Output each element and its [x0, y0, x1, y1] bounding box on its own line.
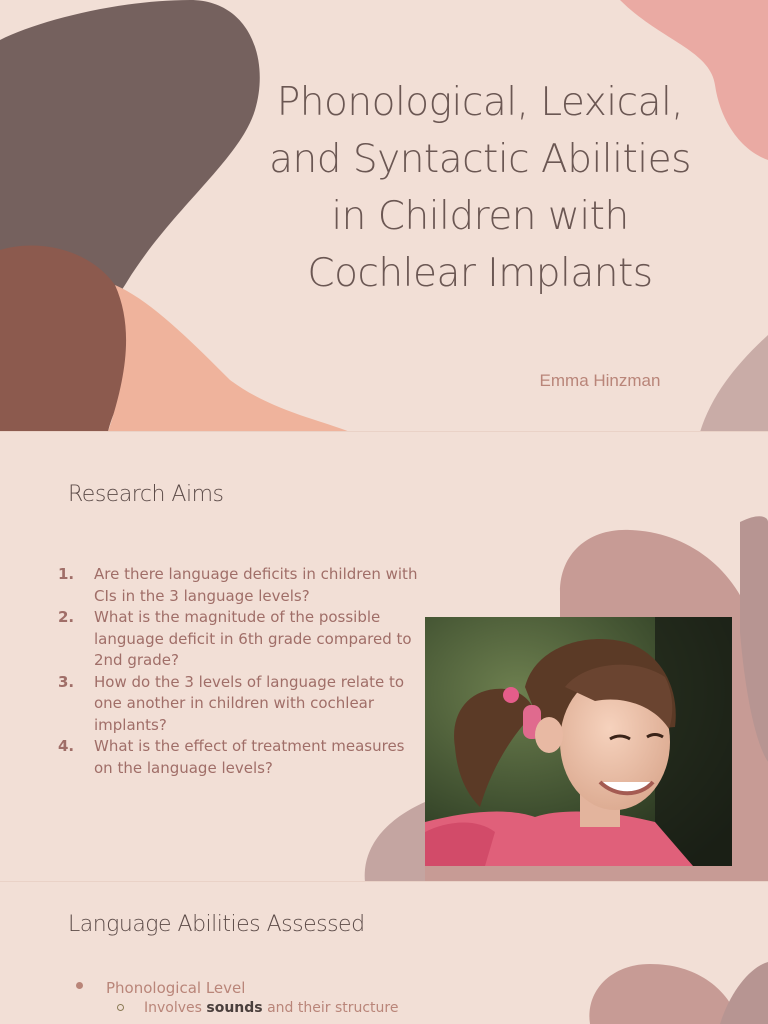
mauve-blob — [700, 335, 768, 432]
abilities-list — [76, 978, 245, 998]
research-aims-list — [58, 564, 418, 779]
mauve-blob-bottom — [365, 802, 425, 882]
list-number: 3. — [58, 672, 75, 691]
list-item — [58, 564, 418, 607]
list-number: 1. — [58, 565, 75, 583]
author-name: Emma Hinzman — [539, 371, 661, 390]
bullet-icon — [76, 982, 83, 989]
sub-list-item — [76, 998, 398, 1018]
list-item — [58, 736, 418, 779]
mauve-blob-right — [720, 962, 768, 1024]
list-text: How do the 3 levels of language relate to one another in children with cochlear implants? — [94, 672, 405, 734]
list-item — [58, 672, 418, 737]
list-text: Are there language deficits in children with CIs in the 3 language levels? — [94, 565, 418, 605]
section-heading: Research Aims — [68, 482, 224, 507]
list-item — [76, 978, 245, 998]
language-abilities-slide — [0, 882, 768, 1024]
photo-illustration — [425, 617, 732, 866]
peach-blob — [108, 285, 350, 432]
sub-text-bold: sounds — [206, 1000, 263, 1016]
list-number: 4. — [58, 737, 75, 755]
title-slide — [0, 0, 768, 432]
sub-text-suffix: and their structure — [262, 1000, 399, 1016]
research-aims-slide — [0, 432, 768, 882]
list-text: What is the effect of treatment measures on the language levels? — [94, 737, 405, 777]
sub-text-prefix: Involves — [144, 1000, 207, 1016]
list-number: 2. — [58, 608, 75, 626]
level-label: Phonological Level — [106, 979, 246, 997]
presentation-title: Phonological, Lexical, and Syntactic Abilities in Children with Cochlear Implants — [269, 80, 691, 296]
list-text: What is the magnitude of the possible language deficit in 6th grade compared to 2nd grade? — [94, 608, 412, 669]
section-heading: Language Abilities Assessed — [68, 912, 365, 937]
child-with-cochlear-implant-photo — [425, 617, 732, 866]
hollow-bullet-icon — [117, 1004, 124, 1011]
rose-blob — [589, 964, 740, 1024]
list-item — [58, 607, 418, 672]
